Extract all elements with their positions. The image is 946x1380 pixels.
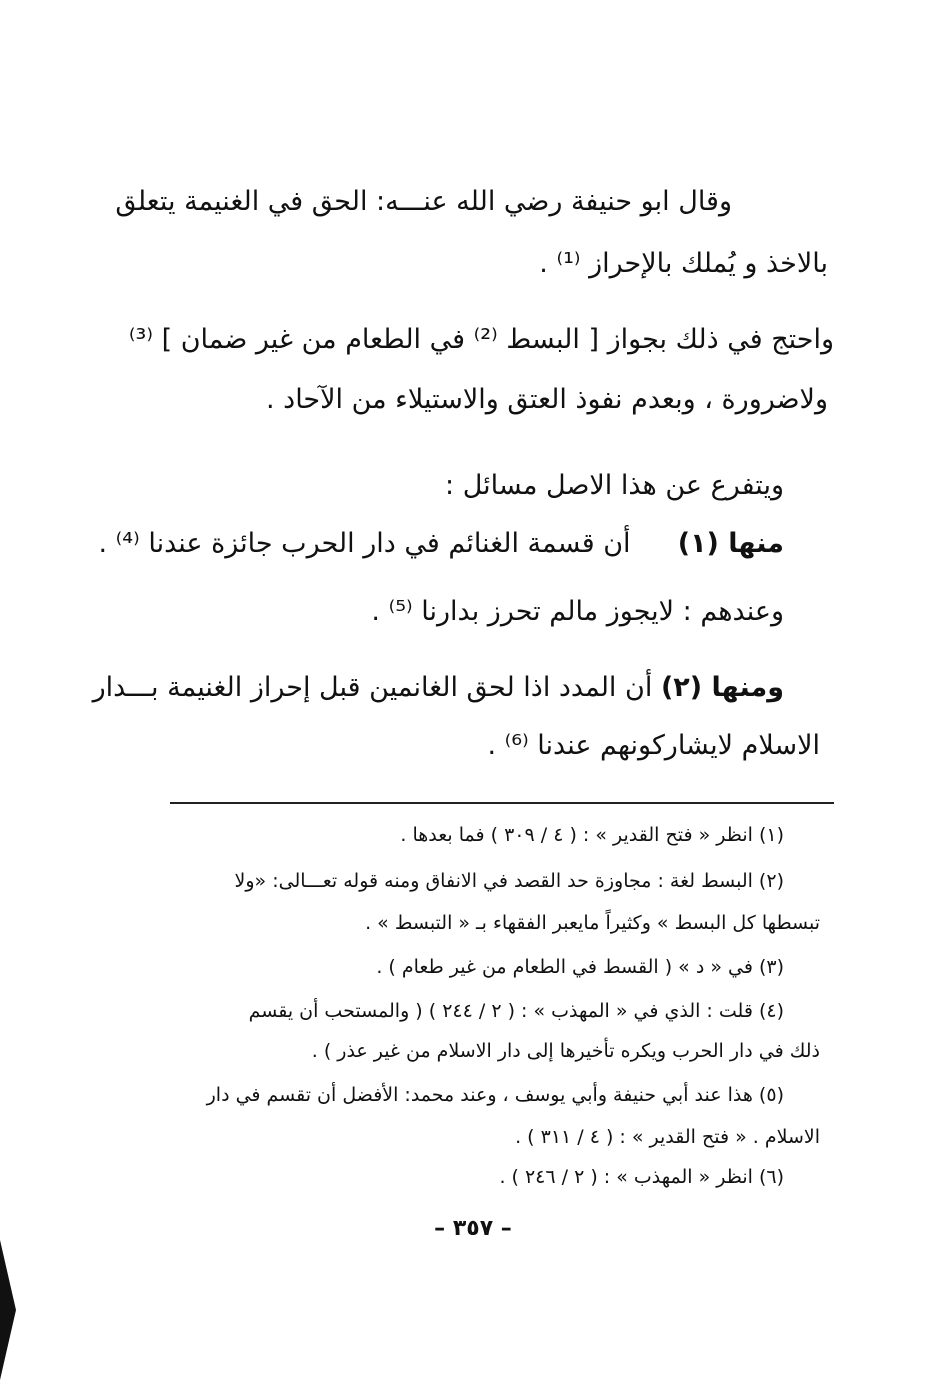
issue-label-1: منها (١) bbox=[677, 528, 784, 559]
paragraph-3: ويتفرع عن هذا الاصل مسائل : bbox=[445, 470, 784, 501]
paragraph-2-line-1: واحتج في ذلك بجواز [ البسط ⁽²⁾ في الطعام من غير ضمان ] ⁽³⁾ bbox=[128, 324, 834, 355]
paragraph-6-line-2: الاسلام لايشاركونهم عندنا ⁽⁶⁾ . bbox=[487, 730, 820, 761]
paragraph-5: وعندهم : لايجوز مالم تحرز بدارنا ⁽⁵⁾ . bbox=[371, 596, 784, 627]
footnote-1: (١) انظر « فتح القدير » : ( ٤ / ٣٠٩ ) فما بعدها . bbox=[400, 824, 784, 846]
footnote-divider bbox=[170, 802, 834, 804]
footnote-2-line-2: تبسطها كل البسط » وكثيراً مايعبر الفقهاء بـ « التبسط » . bbox=[365, 912, 820, 934]
paragraph-4 bbox=[99, 524, 785, 564]
paragraph-1-line-1: وقال ابو حنيفة رضي الله عنـــه: الحق في الغنيمة يتعلق bbox=[115, 186, 732, 217]
paragraph-1-line-2: بالاخذ و يُملك بالإحراز ⁽¹⁾ . bbox=[539, 248, 828, 279]
paragraph-4-text: أن قسمة الغنائم في دار الحرب جائزة عندنا ⁽⁴⁾ . bbox=[98, 528, 631, 559]
footnote-6: (٦) انظر « المهذب » : ( ٢ / ٢٤٦ ) . bbox=[499, 1166, 784, 1188]
footnote-5-line-1: (٥) هذا عند أبي حنيفة وأبي يوسف ، وعند محمد: الأفضل أن تقسم في دار bbox=[206, 1084, 784, 1106]
paragraph-6-line-1 bbox=[93, 668, 784, 708]
footnote-4-line-2: ذلك في دار الحرب ويكره تأخيرها إلى دار الاسلام من غير عذر ) . bbox=[311, 1040, 820, 1062]
issue-label-2: ومنها (٢) bbox=[660, 672, 784, 703]
footnote-4-line-1: (٤) قلت : الذي في « المهذب » : ( ٢ / ٢٤٤ ) ( والمستحب أن يقسم bbox=[248, 1000, 784, 1022]
paragraph-6-text: أن المدد اذا لحق الغانمين قبل إحراز الغنيمة بـــدار bbox=[92, 672, 653, 703]
page-number: – ٣٥٧ – bbox=[434, 1216, 512, 1241]
footnote-2-line-1: (٢) البسط لغة : مجاوزة حد القصد في الانفاق ومنه قوله تعـــالى: «ولا bbox=[234, 870, 784, 892]
footnote-3: (٣) في « د » ( القسط في الطعام من غير طعام ) . bbox=[376, 956, 784, 978]
scan-edge-mark bbox=[0, 1240, 16, 1380]
footnote-5-line-2: الاسلام . « فتح القدير » : ( ٤ / ٣١١ ) . bbox=[515, 1126, 820, 1148]
paragraph-2-line-2: ولاضرورة ، وبعدم نفوذ العتق والاستيلاء من الآحاد . bbox=[266, 384, 828, 415]
